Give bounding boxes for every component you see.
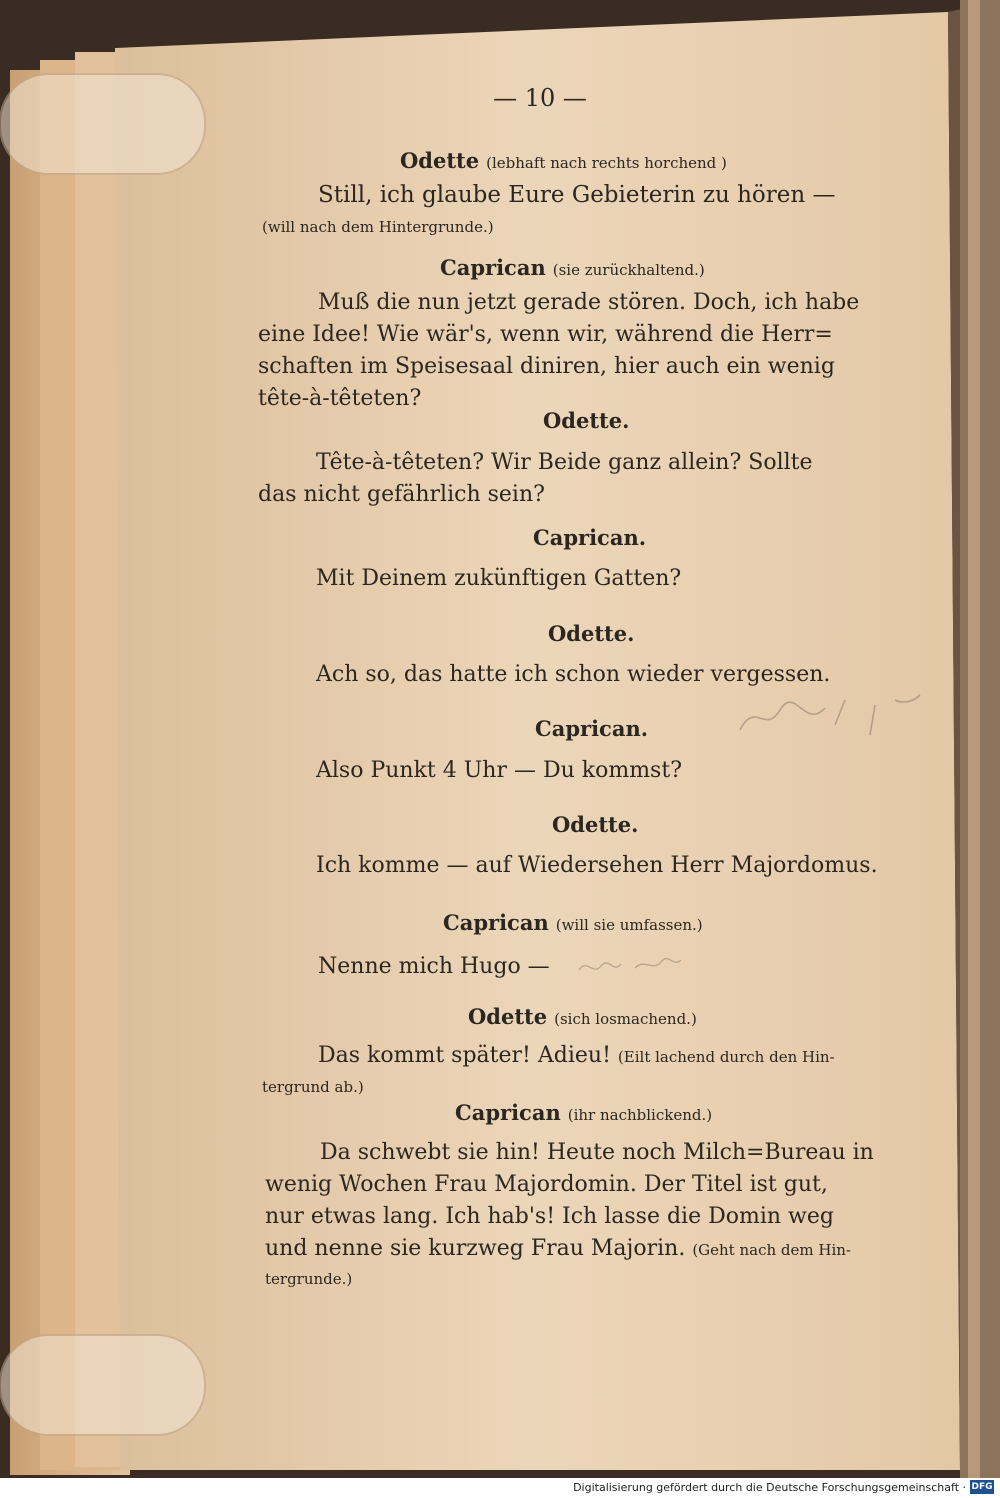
dialogue-line: Mit Deinem zukünftigen Gatten?: [316, 566, 682, 591]
script-line: [443, 912, 703, 935]
speaker-name: Odette.: [552, 812, 639, 837]
stage-direction: (lebhaft nach rechts horchend ): [486, 154, 727, 172]
speaker-name: Odette: [468, 1004, 548, 1029]
script-line: [318, 1045, 835, 1067]
dialogue-line: nur etwas lang. Ich hab's! Ich lasse die Domin weg: [265, 1204, 834, 1229]
script-line: [265, 1238, 851, 1260]
script-line: [400, 150, 727, 173]
speaker-name: Odette: [400, 148, 480, 173]
stage-direction: (sich losmachend.): [554, 1010, 697, 1028]
dialogue-line: eine Idee! Wie wär's, wenn wir, während die Herr=: [258, 322, 833, 347]
script-line: [468, 1006, 697, 1029]
dialogue-line: Ich komme — auf Wiedersehen Herr Majordomus.: [316, 853, 878, 878]
stage-direction: tergrund ab.): [262, 1078, 364, 1096]
script-line: [440, 257, 705, 280]
speaker-name: Odette.: [543, 408, 630, 433]
stage-direction: (sie zurückhaltend.): [552, 261, 705, 279]
stage-direction: (Eilt lachend durch den Hin-: [617, 1048, 835, 1066]
pencil-annotation: [575, 950, 685, 980]
speaker-name: Caprican: [443, 910, 549, 935]
dfg-logo: DFG: [971, 1482, 993, 1492]
footer-credit: Digitalisierung gefördert durch die Deutsche Forschungsgemeinschaft ·: [573, 1481, 966, 1494]
script-line: [455, 1102, 712, 1125]
speaker-name: Caprican.: [533, 525, 647, 550]
dialogue-line: schaften im Speisesaal diniren, hier auch ein wenig: [258, 354, 835, 379]
dialogue-line: Muß die nun jetzt gerade stören. Doch, ich habe: [318, 290, 860, 315]
stage-direction: tergrunde.): [265, 1270, 353, 1288]
speaker-name: Caprican: [440, 255, 546, 280]
dialogue-text: Das kommt später! Adieu!: [318, 1043, 611, 1068]
dialogue-line: Da schwebt sie hin! Heute noch Milch=Bureau in: [320, 1140, 874, 1165]
dialogue-line: Ach so, das hatte ich schon wieder vergessen.: [316, 662, 831, 687]
speaker-name: Caprican.: [535, 716, 649, 741]
dialogue-line: Still, ich glaube Eure Gebieterin zu hören —: [318, 182, 836, 208]
dialogue-line: wenig Wochen Frau Majordomin. Der Titel ist gut,: [265, 1172, 828, 1197]
page-number: — 10 —: [493, 84, 587, 112]
stage-direction: (Geht nach dem Hin-: [692, 1241, 851, 1259]
stage-direction: (will nach dem Hintergrunde.): [262, 218, 494, 236]
stage-direction: (ihr nachblickend.): [567, 1106, 713, 1124]
dialogue-line: tête-à-têteten?: [258, 386, 422, 411]
dialogue-line: Also Punkt 4 Uhr — Du kommst?: [316, 758, 682, 783]
speaker-name: Caprican: [455, 1100, 561, 1125]
speaker-name: Odette.: [548, 621, 635, 646]
dialogue-line: Tête-à-têteten? Wir Beide ganz allein? Sollte: [316, 450, 813, 475]
dialogue-line: Nenne mich Hugo —: [318, 954, 550, 979]
pencil-annotation: [735, 690, 955, 750]
dialogue-text: und nenne sie kurzweg Frau Majorin.: [265, 1236, 686, 1261]
stage-direction: (will sie umfassen.): [555, 916, 703, 934]
dialogue-line: das nicht gefährlich sein?: [258, 482, 545, 507]
